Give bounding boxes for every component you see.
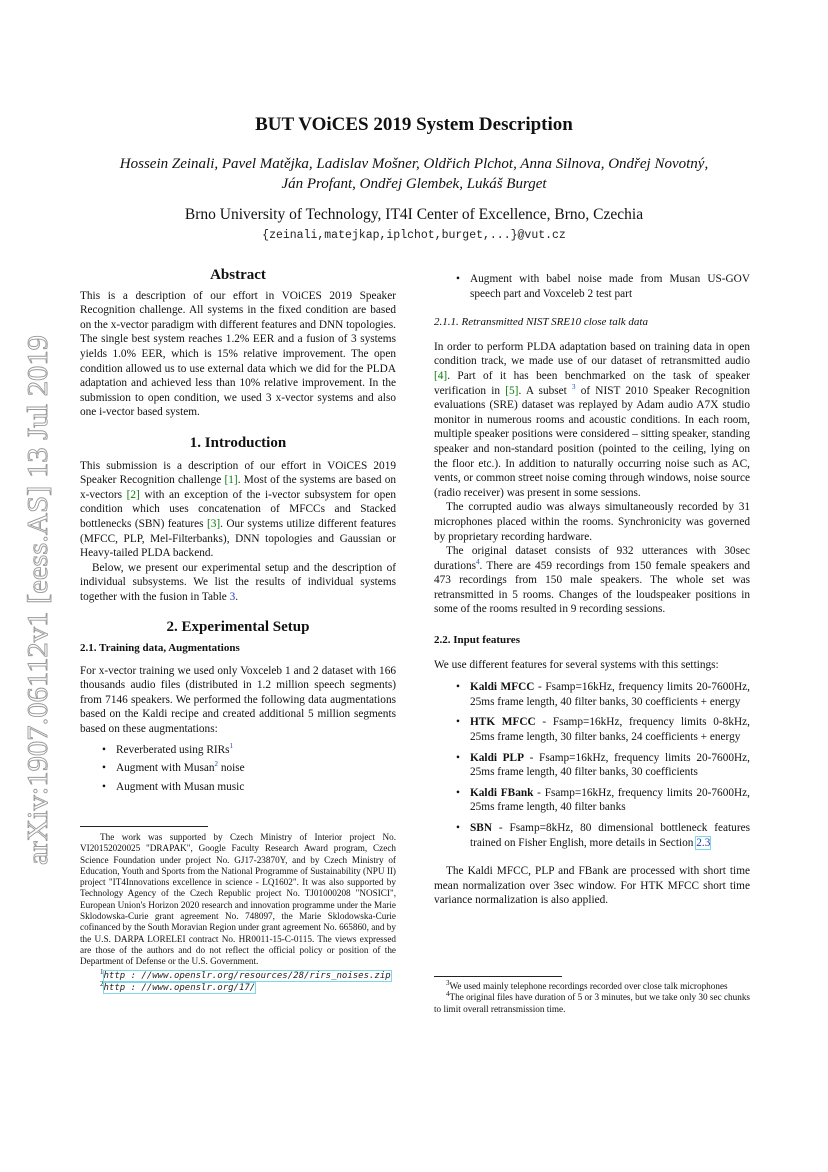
list-item xyxy=(434,786,750,815)
setup-heading: 2. Experimental Setup xyxy=(166,619,310,636)
footnote-text: The original files have duration of 5 or 3 minutes, but we take only 30 sec chunks to limit overall retransmission time. xyxy=(434,992,750,1014)
footnote-link[interactable]: 3 xyxy=(572,382,576,391)
intro-text: . Our systems utilize different features (MFCC, PLP, Mel-Filterbanks), DNN topologies and Gaussian or Heavy-tailed PLDA backend. xyxy=(80,517,397,560)
retransmitted-paragraph-3 xyxy=(434,544,750,617)
citation-link[interactable]: [3] xyxy=(206,517,221,530)
intro-text: This submission is a description of our effort in VOiCES 2019 Speaker Recognition challenge xyxy=(80,459,396,487)
right-column xyxy=(434,272,750,908)
arxiv-stamp-svg xyxy=(3,330,59,870)
body-text: of NIST 2010 Speaker Recognition evaluations (SRE) dataset was replayed by Adam audio A7X studio monitor in numerous rooms and acoustic conditions. In each room, multiple speaker positions were considered – sitting speaker, standing speaker and non-standard position (pointed to the ceiling, lying on the floor etc.). In addition to naturally occurring noise such as AC, vents, or common street noise coming through windows, noise source (radio receiver) was present in some sessions. xyxy=(434,384,750,499)
normalization-paragraph: The Kaldi MFCC, PLP and FBank are processed with short time mean normalization over 3sec window. For HTK MFCC short time variance normalization is also applied. xyxy=(434,865,750,907)
feature-desc: - Fsamp=16kHz, frequency limits 0-8kHz, 25ms frame length, 30 filter banks, 24 coefficients + energy xyxy=(470,716,750,744)
footnote-number: 4 xyxy=(446,990,450,999)
feature-name: HTK MFCC xyxy=(470,716,536,729)
feature-name: SBN xyxy=(470,822,492,834)
bullet-text: noise xyxy=(218,762,245,775)
body-text: . There are 459 recordings from 150 female speakers and 473 recordings from 150 male speakers. The whole set was retransmitted in 5 rooms. Changes of the loudspeaker positions in some of the rooms resulted in 9 recording sessions. xyxy=(434,559,750,616)
footnote-url-link[interactable]: http : //www.openslr.org/resources/28/rirs_noises.zip xyxy=(103,970,391,981)
arxiv-stamp[interactable] xyxy=(3,330,59,870)
feature-desc: - Fsamp=16kHz, frequency limits 20-7600Hz, 25ms frame length, 40 filter banks, 30 coefficients xyxy=(470,751,750,779)
list-item xyxy=(80,780,396,795)
footnote-link[interactable]: 1 xyxy=(229,741,234,750)
abstract-text: This is a description of our effort in VOiCES 2019 Speaker Recognition challenge. All systems in the fixed condition are based on the x-vector paradigm with different features and DNN topologies. The single best system reaches 1.2% EER and a fusion of 3 systems yields 1.0% EER, which is 15% relative improvement. The open condition allowed us to use external data which we did for the PLDA adaptation and achieved less than 10% relative improvement. In the submission to open condition, we used 3 x-vector systems and also one i-vector based system. xyxy=(80,289,397,419)
footnote-2 xyxy=(80,979,396,994)
footnote-url-link[interactable]: http : //www.openslr.org/17/ xyxy=(103,982,256,993)
abstract-heading: Abstract xyxy=(210,267,266,283)
arxiv-id: arXiv:1907.06112v1 [eess.AS] 13 Jul 2019 xyxy=(22,363,54,865)
list-item xyxy=(80,761,396,776)
authors-line-1: Hossein Zeinali, Pavel Matějka, Ladislav Mošner, Oldřich Plchot, Anna Silnova, Ondřej Novotný, xyxy=(119,156,709,172)
intro-text: Below, we present our experimental setup and the description of individual subsystems. We list the results of individual systems together with the fusion in Table xyxy=(80,561,396,603)
feature-desc: - Fsamp=16kHz, frequency limits 20-7600Hz, 25ms frame length, 40 filter banks xyxy=(470,786,750,814)
bullet-text: Augment with Musan xyxy=(116,762,215,775)
retransmitted-heading: 2.1.1. Retransmitted NIST SRE10 close talk data xyxy=(434,316,648,329)
feature-name: Kaldi MFCC xyxy=(470,681,535,694)
citation-link[interactable]: [2] xyxy=(126,488,140,501)
feature-name: Kaldi FBank xyxy=(470,786,534,799)
body-text: The original dataset consists of 932 utterances with 30sec durations xyxy=(434,545,750,572)
table-ref-link[interactable]: 3 xyxy=(229,590,236,603)
retransmitted-paragraph-2: The corrupted audio was always simultaneously recorded by 31 microphones placed within the rooms. Synchronicity was governed by proprietary recording hardware. xyxy=(434,501,750,543)
footnotes-right xyxy=(434,978,750,1015)
intro-heading: 1. Introduction xyxy=(189,434,287,451)
authors-line-2: Ján Profant, Ondřej Glembek, Lukáš Burget xyxy=(281,176,547,192)
footnote-text: We used mainly telephone recordings recorded over close talk microphones xyxy=(449,981,728,991)
footnote-number: 1 xyxy=(100,967,104,976)
feature-desc: - Fsamp=16kHz, frequency limits 20-7600Hz, 25ms frame length, 40 filter banks, 30 coefficients + energy xyxy=(470,681,750,708)
body-text: . A subset xyxy=(518,384,572,397)
paper-title: BUT VOiCES 2019 System Description xyxy=(255,114,573,135)
feature-desc: - Fsamp=8kHz, 80 dimensional bottleneck features trained on Fisher English, more details in Section xyxy=(470,822,750,849)
body-text: In order to perform PLDA adaptation based on training data in open condition track, we made use of our dataset of retransmitted audio xyxy=(434,340,750,368)
setup-paragraph: For x-vector training we used only Voxceleb 1 and 2 dataset with 166 thousands audio files (distributed in 1.2 million speech segments) from 7146 speakers. We performed the following data augmentations based on the Kaldi recipe and created additional 5 million segments based on these augmentations: xyxy=(80,664,396,736)
affiliation: Brno University of Technology, IT4I Center of Excellence, Brno, Czechia xyxy=(184,206,644,223)
input-features-intro: We use different features for several systems with this settings: xyxy=(434,658,719,671)
citation-link[interactable]: [4] xyxy=(434,369,448,382)
author-list xyxy=(70,154,758,194)
list-item xyxy=(80,743,396,758)
footnote-3 xyxy=(434,978,750,992)
footnote-1 xyxy=(80,967,396,982)
list-item: • Augment with babel noise made from Musan US-GOV speech part and Voxceleb 2 test part xyxy=(434,272,750,301)
section-ref-link[interactable]: 2.3 xyxy=(696,836,711,849)
funding-footnote: The work was supported by Czech Ministry of Interior project No. VI20152020025 "DRAPAK", Google Faculty Research Award program, Czech Science Foundation under project No. GJ17-23870Y, and by Czech Ministry of Education, Youth and Sports from the National Programme of Sustainability (NPU II) project "IT4Innovations excellence in science - LQ1602". It was also supported by Technology Agency of the Czech Republic project No. TJ01000208 "NOSICI", European Union's Horizon 2020 research and innovation programme under the Marie Sklodowska-Curie grant agreement No. 748097, the Marie Sklodowska-Curie cofinanced by the South Moravian Region under grant agreement No. 665860, and by the U.S. DARPA LORELEI contract No. HR0011-15-C-0115. The views expressed are those of the authors and do not reflect the official policy or position of the Department of Defense or the U.S. Government. xyxy=(80,832,396,967)
augmentation-list xyxy=(80,743,396,795)
list-item xyxy=(434,821,750,850)
footnote-rule xyxy=(434,976,562,977)
retransmitted-paragraph-1 xyxy=(434,340,750,501)
body-text: . Part of it has been benchmarked on the task of speaker verification in xyxy=(434,369,750,397)
intro-text: . Most of the systems are based on x-vectors xyxy=(80,474,397,501)
intro-text: . xyxy=(235,590,239,603)
citation-link[interactable]: [1] xyxy=(224,474,238,487)
left-column xyxy=(80,268,396,794)
bullet-text: Reverberated using RIRs xyxy=(116,743,230,756)
intro-text: with an exception of the i-vector subsystem for open condition which uses concatenation of MFCCs and Stacked bottlenecks (SBN) features xyxy=(80,488,396,530)
augmentation-list-continued xyxy=(434,272,750,301)
features-list xyxy=(434,680,750,850)
list-item xyxy=(434,751,750,780)
footnote-link[interactable]: 2 xyxy=(214,760,219,769)
footnote-link[interactable]: 4 xyxy=(476,557,480,566)
intro-paragraph-2 xyxy=(80,561,396,605)
training-data-heading: 2.1. Training data, Augmentations xyxy=(80,642,240,655)
citation-link[interactable]: [5] xyxy=(505,384,519,397)
intro-paragraph-1 xyxy=(80,459,396,561)
list-item xyxy=(434,680,750,709)
feature-name: Kaldi PLP xyxy=(470,751,524,764)
footnote-4 xyxy=(434,992,750,1015)
footnotes-left xyxy=(80,832,396,994)
input-features-heading: 2.2. Input features xyxy=(434,634,520,647)
bullet-text: Augment with Musan music xyxy=(116,780,245,793)
list-item xyxy=(434,715,750,744)
footnote-number: 3 xyxy=(446,978,450,987)
email: {zeinali,matejkap,iplchot,burget,...}@vut.cz xyxy=(262,229,566,242)
footnote-rule xyxy=(80,826,208,827)
footnote-number: 2 xyxy=(100,979,104,988)
